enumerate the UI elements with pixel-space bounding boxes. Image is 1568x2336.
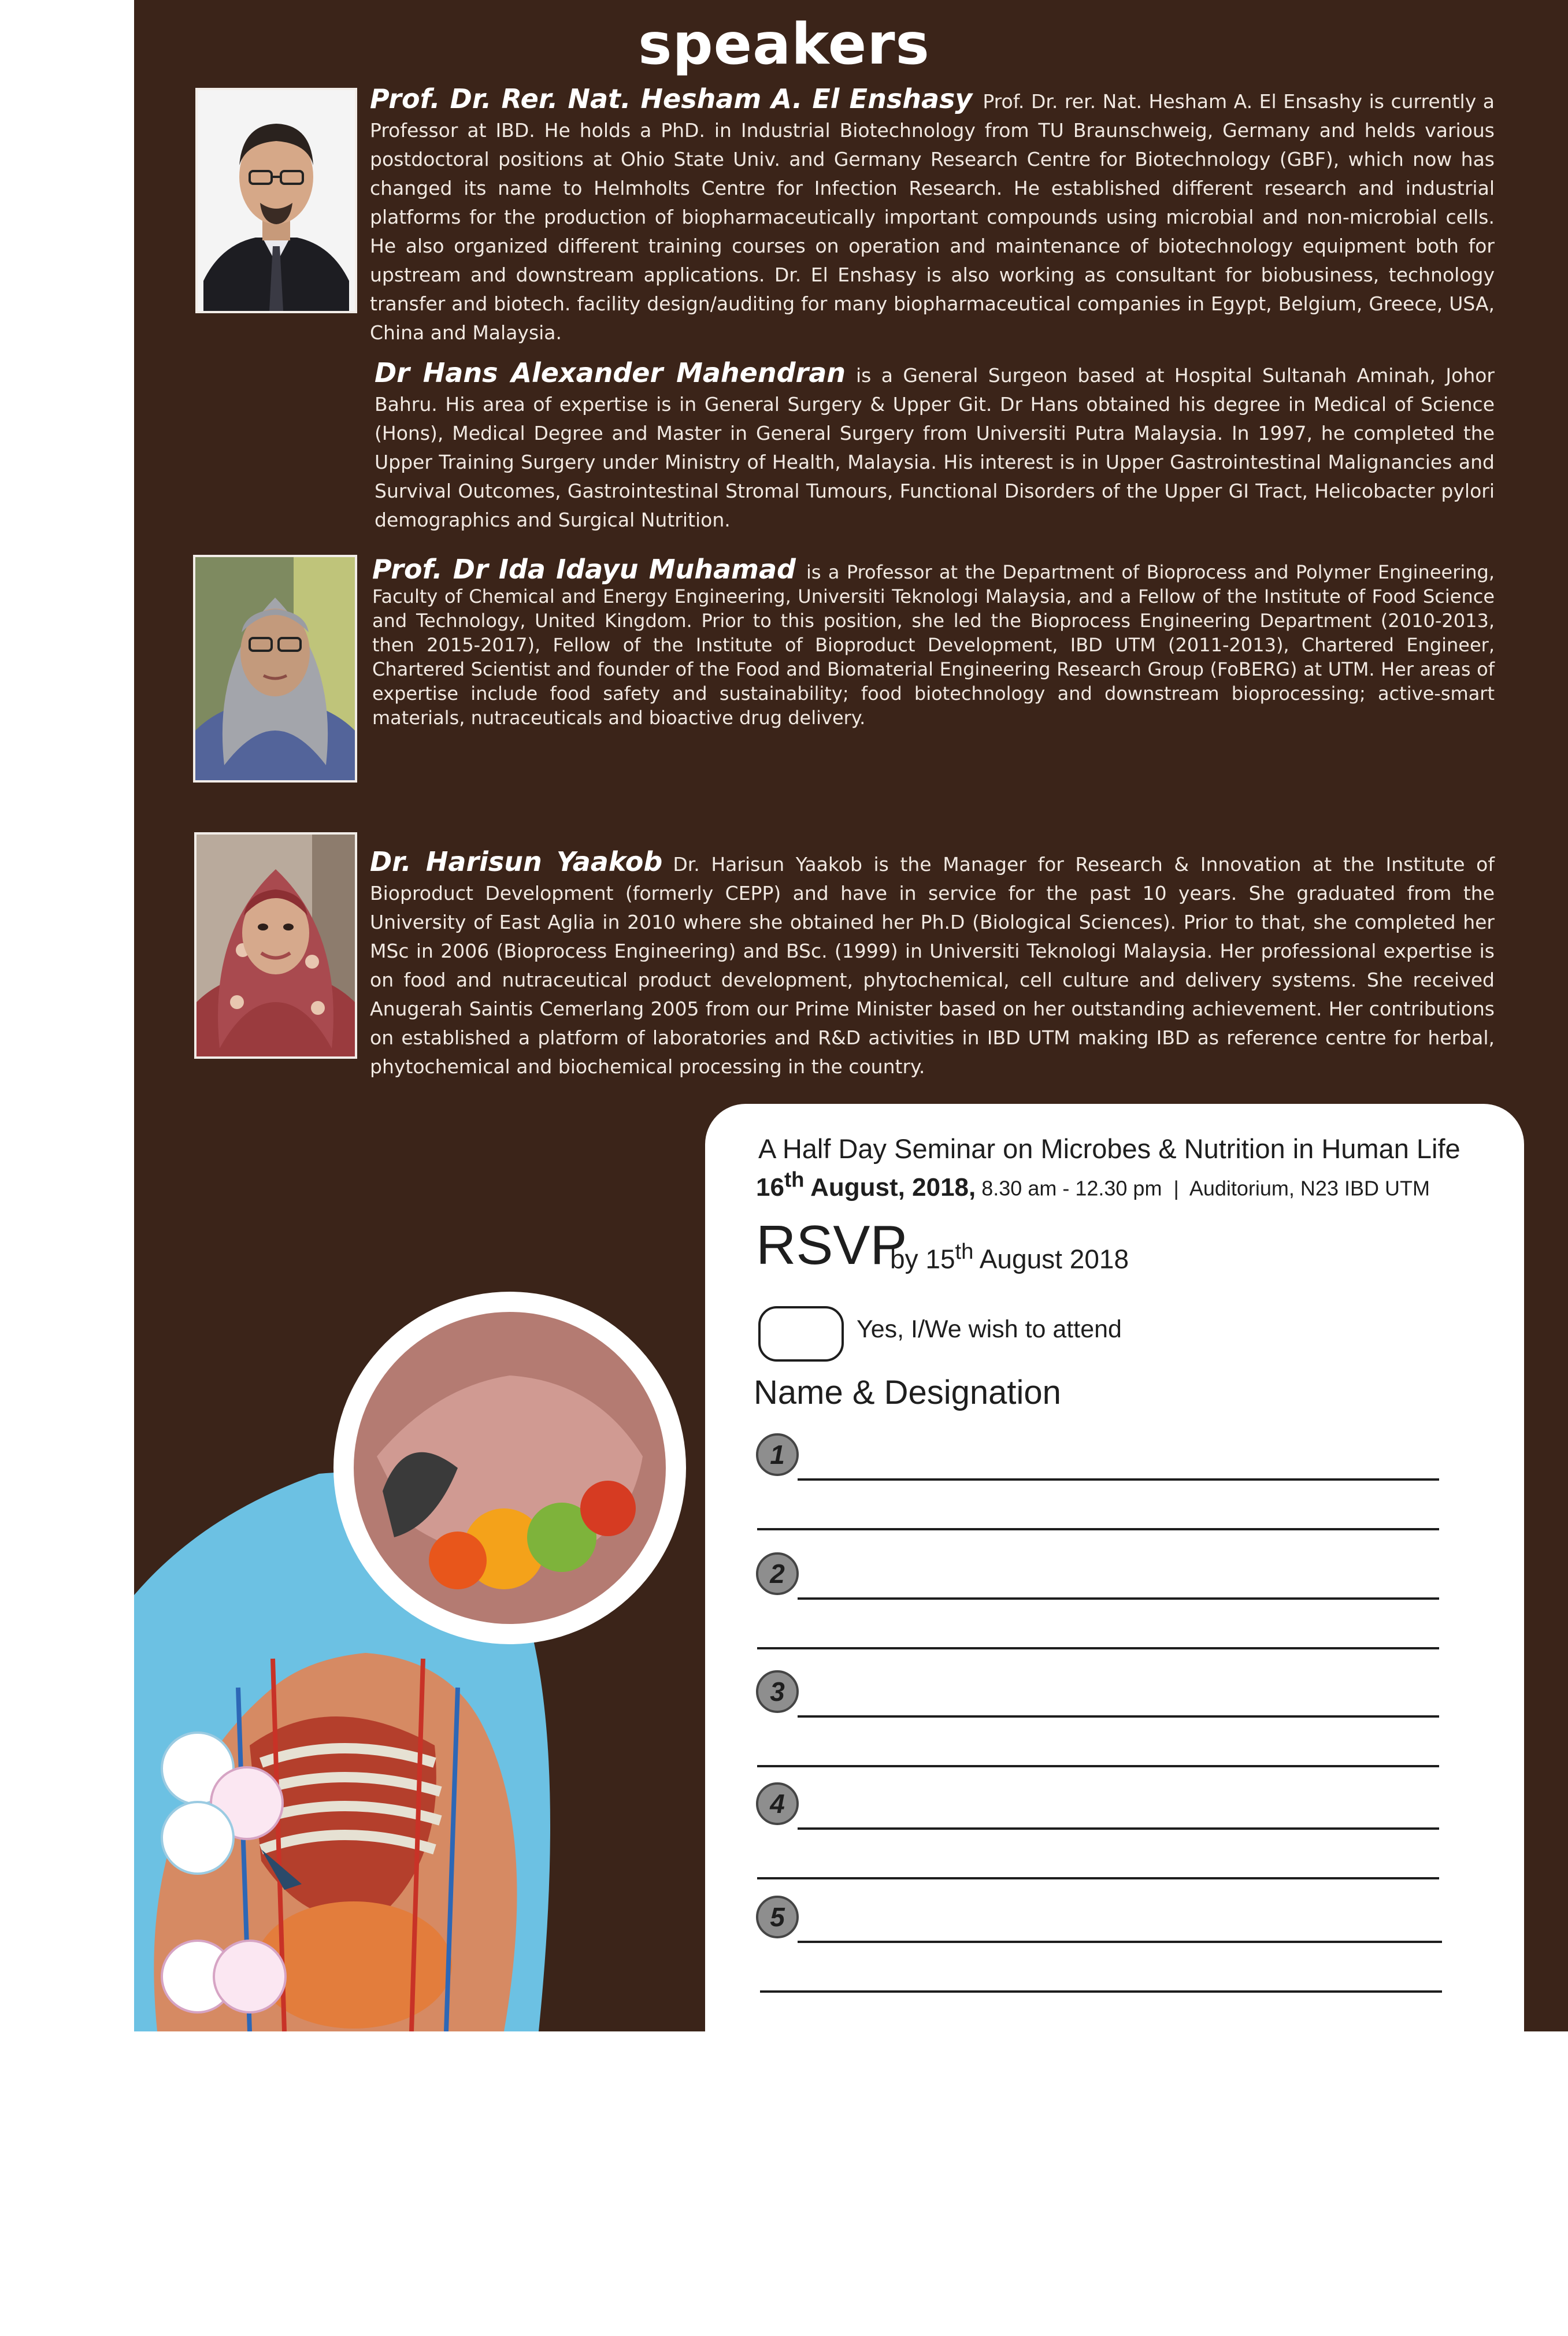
rsvp-by-prefix: by 15 xyxy=(890,1244,955,1274)
date-suffix: th xyxy=(784,1167,805,1191)
entry-number-3: 3 xyxy=(756,1670,799,1713)
rsvp-by-suffix: th xyxy=(955,1239,974,1264)
speaker-2-bio-block xyxy=(375,358,1495,535)
speaker-4-bio-block xyxy=(370,847,1495,1081)
entry-4-designation-line[interactable] xyxy=(757,1877,1439,1879)
brown-right-strip xyxy=(1524,0,1568,2031)
rsvp-label: RSVP xyxy=(756,1214,907,1276)
entry-number-2: 2 xyxy=(756,1552,799,1595)
speaker-2-name: Dr Hans Alexander Mahendran xyxy=(375,357,846,388)
speaker-3-bio-block xyxy=(372,554,1495,730)
speaker-1-photo xyxy=(195,88,357,313)
entry-number-1: 1 xyxy=(756,1433,799,1476)
rsvp-deadline xyxy=(890,1239,1129,1274)
speaker-1-name: Prof. Dr. Rer. Nat. Hesham A. El Enshasy xyxy=(370,83,973,114)
speaker-portrait-woman-hijab-patterned-icon xyxy=(197,835,355,1056)
speaker-3-name: Prof. Dr Ida Idayu Muhamad xyxy=(372,554,796,585)
rsvp-card xyxy=(705,1104,1524,2086)
name-designation-label: Name & Designation xyxy=(754,1374,1061,1411)
entry-1-name-line[interactable] xyxy=(798,1478,1439,1481)
entry-number-4: 4 xyxy=(756,1782,799,1825)
speaker-4-photo xyxy=(194,832,357,1059)
entry-3-designation-line[interactable] xyxy=(757,1765,1439,1767)
entry-1-designation-line[interactable] xyxy=(757,1528,1439,1530)
seminar-title: A Half Day Seminar on Microbes & Nutrition in Human Life xyxy=(758,1133,1460,1164)
speaker-1-bio-block xyxy=(370,84,1495,347)
entry-3-name-line[interactable] xyxy=(798,1715,1439,1718)
entry-number-5: 5 xyxy=(756,1896,799,1938)
event-time: 8.30 am - 12.30 pm xyxy=(981,1176,1162,1200)
entry-2-name-line[interactable] xyxy=(798,1597,1439,1600)
speaker-portrait-woman-hijab-grey-icon xyxy=(195,557,355,780)
human-anatomy-nutrition-illustration-icon xyxy=(134,1283,706,2031)
speaker-3-bio: is a Professor at the Department of Bioprocess and Polymer Engineering, Faculty of Chemical and Energy Engineering, Universiti Teknologi Malaysia, and a Fellow of the Institute of Food Science and Technology, United Kingdom. Prior to this position, she led the Bioprocess Engineering Department (2010-2013, then 2015-2017), Fellow of the Institute of Bioproduct Development, IBD UTM (2011-2013), Chartered Engineer, Chartered Scientist and founder of the Food and Biomaterial Engineering Research Group (FoBERG) at UTM. Her areas of expertise include food safety and sustainability; food biotechnology and downstream bioprocessing; active-smart materials, nutraceuticals and bioactive drug delivery. xyxy=(372,561,1495,729)
entry-5-name-line[interactable] xyxy=(798,1941,1442,1943)
date-rest: August, 2018, xyxy=(804,1173,976,1202)
bottom-white-margin xyxy=(0,2031,1568,2336)
entry-2-designation-line[interactable] xyxy=(757,1647,1439,1649)
speaker-1-bio: Prof. Dr. rer. Nat. Hesham A. El Ensashy is currently a Professor at IBD. He holds a PhD. in Industrial Biotechnology from TU Braunschweig, Germany and helds various postdoctoral positions at Ohio State Univ. and Germany Research Centre for Biotechnology (GBF), which now has changed its name to Helmholts Centre for Infection Research. He established different research and industrial platforms for the production of biopharmaceutically important compounds using microbial and non-microbial cells. He also organized different training courses on operation and maintenance of biotechnology equipment both for upstream and downstream applications. Dr. El Enshasy is also working as consultant for biobusiness, technology transfer and biotech. facility design/auditing for many biopharmaceutical companies in Egypt, Belgium, Greece, USA, China and Malaysia. xyxy=(370,90,1495,344)
entry-5-designation-line[interactable] xyxy=(760,1990,1442,1993)
date-day: 16 xyxy=(756,1173,784,1202)
speaker-4-bio: Dr. Harisun Yaakob is the Manager for Research & Innovation at the Institute of Bioproduct Development (formerly CEPP) and have in service for the past 10 years. She graduated from the University of East Aglia in 2010 where she obtained her Ph.D (Biological Sciences). Prior to that, she completed her MSc in 2006 (Bioprocess Engineering) and BSc. (1999) in Universiti Teknologi Malaysia. Her professional expertise is on food and nutraceutical product development, phytochemical, cell culture and delivery systems. She received Anugerah Saintis Cemerlang 2005 from our Prime Minister based on her outstanding achievement. Her contributions on established a platform of laboratories and R&D activities in IBD UTM making IBD as reference centre for herbal, phytochemical and biochemical processing in the country. xyxy=(370,853,1495,1078)
speaker-portrait-man-icon xyxy=(198,90,355,311)
page-heading: speakers xyxy=(638,12,930,77)
rsvp-by-rest: August 2018 xyxy=(973,1244,1129,1274)
speaker-3-photo xyxy=(193,555,357,783)
separator: | xyxy=(1173,1176,1179,1200)
event-date-time-venue xyxy=(756,1167,1430,1202)
entry-4-name-line[interactable] xyxy=(798,1827,1439,1830)
attend-label: Yes, I/We wish to attend xyxy=(857,1315,1122,1343)
event-venue: Auditorium, N23 IBD UTM xyxy=(1189,1176,1430,1200)
speaker-2-bio: is a General Surgeon based at Hospital Sultanah Aminah, Johor Bahru. His area of expertise is in General Surgery & Upper Git. Dr Hans obtained his degree in Medical of Science (Hons), Medical Degree and Master in General Surgery from Universiti Putra Malaysia. In 1997, he completed the Upper Training Surgery under Ministry of Health, Malaysia. His interest is in Upper Gastrointestinal Malignancies and Survival Outcomes, Gastrointestinal Stromal Tumours, Functional Disorders of the Upper GI Tract, Helicobacter pylori demographics and Surgical Nutrition. xyxy=(375,364,1495,531)
attend-checkbox[interactable] xyxy=(758,1306,844,1362)
speaker-4-name: Dr. Harisun Yaakob xyxy=(370,846,663,877)
